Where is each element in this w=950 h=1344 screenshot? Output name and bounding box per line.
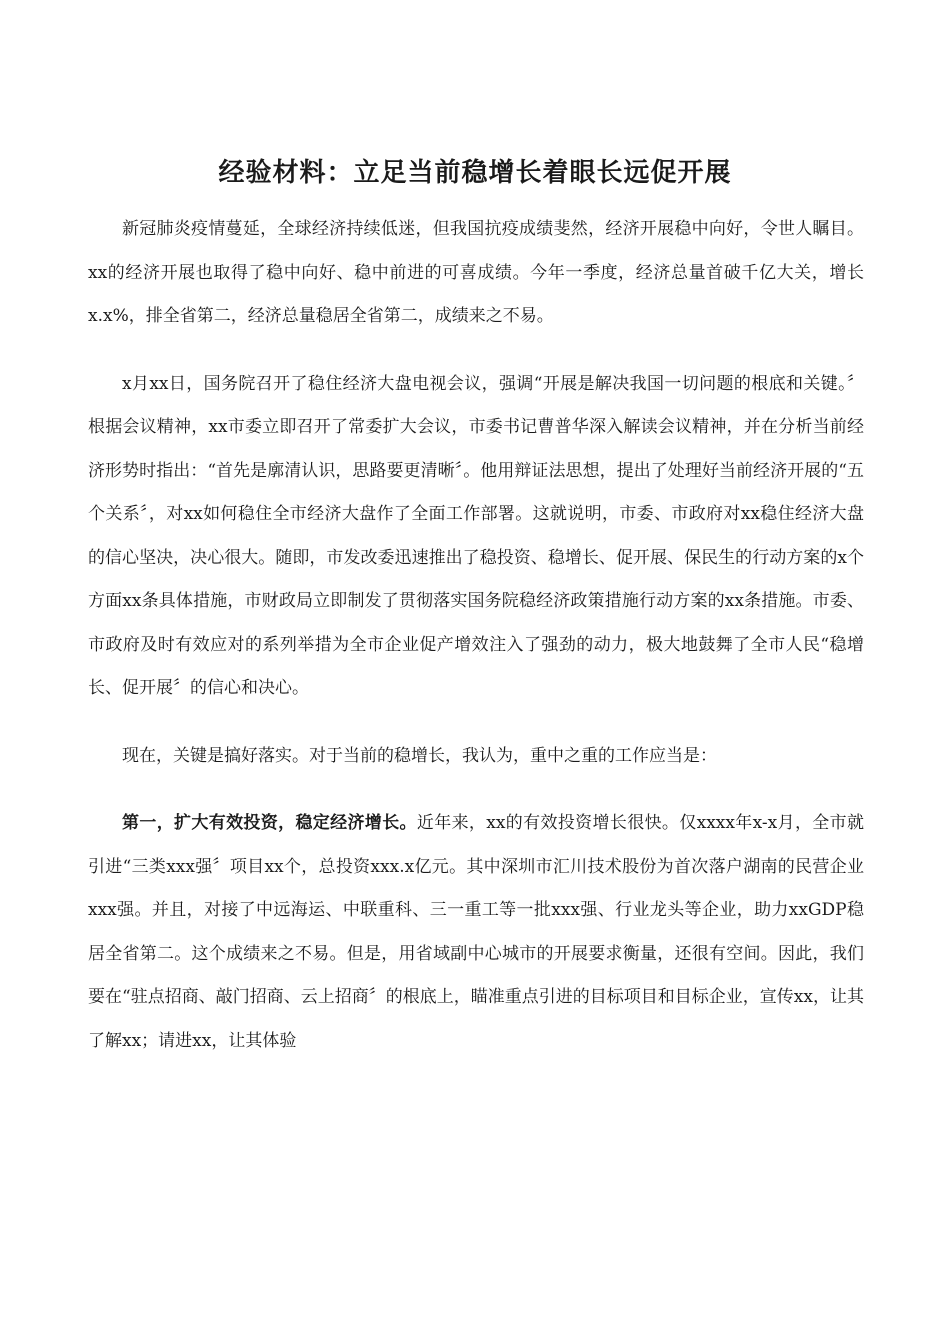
paragraph-meeting <box>88 363 864 711</box>
document-title: 经验材料：立足当前稳增长着眼长远促开展 <box>218 158 732 188</box>
paragraph-first-measure <box>88 802 864 1063</box>
paragraph-intro <box>88 208 864 339</box>
paragraph-lead-heading: 第一，扩大有效投资，稳定经济增长。 <box>122 813 417 833</box>
paragraph-text: 近年来，xx的有效投资增长很快。仅xxxx年x-x月，全市就引进“三类xxx强〞项目xx个，总投资xxx.x亿元。其中深圳市汇川技术股份为首次落户湖南的民营企业xxx强。并且，对接了中远海运、中联重科、三一重工等一批xxx强、行业龙头等企业，助力xxGDP稳居全省第二。这个成绩来之不易。但是，用省域副中心城市的开展要求衡量，还很有空间。因此，我们要在“驻点招商、敲门招商、云上招商〞的根底上，瞄准重点引进的目标项目和目标企业，宣传xx，让其了解xx；请进xx，让其体验 <box>88 813 864 1051</box>
paragraph-key-point <box>88 735 864 779</box>
paragraph-text: 新冠肺炎疫情蔓延，全球经济持续低迷，但我国抗疫成绩斐然，经济开展稳中向好，令世人瞩目。xx的经济开展也取得了稳中向好、稳中前进的可喜成绩。今年一季度，经济总量首破千亿大关，增长x.x%，排全省第二，经济总量稳居全省第二，成绩来之不易。 <box>88 219 864 326</box>
paragraph-text: 现在，关键是搞好落实。对于当前的稳增长，我认为，重中之重的工作应当是： <box>122 745 717 766</box>
document-body <box>88 208 864 1087</box>
paragraph-text: x月xx日，国务院召开了稳住经济大盘电视会议，强调“开展是解决我国一切问题的根底和关键。〞根据会议精神，xx市委立即召开了常委扩大会议，市委书记曹普华深入解读会议精神，并在分析当前经济形势时指出：“首先是廓清认识，思路要更清晰〞。他用辩证法思想，提出了处理好当前经济开展的“五个关系〞，对xx如何稳住全市经济大盘作了全面工作部署。这就说明，市委、市政府对xx稳住经济大盘的信心坚决，决心很大。随即，市发改委迅速推出了稳投资、稳增长、促开展、保民生的行动方案的x个方面xx条具体措施，市财政局立即制发了贯彻落实国务院稳经济政策措施行动方案的xx条措施。市委、市政府及时有效应对的系列举措为全市企业促产增效注入了强劲的动力，极大地鼓舞了全市人民“稳增长、促开展〞的信心和决心。 <box>88 373 864 698</box>
